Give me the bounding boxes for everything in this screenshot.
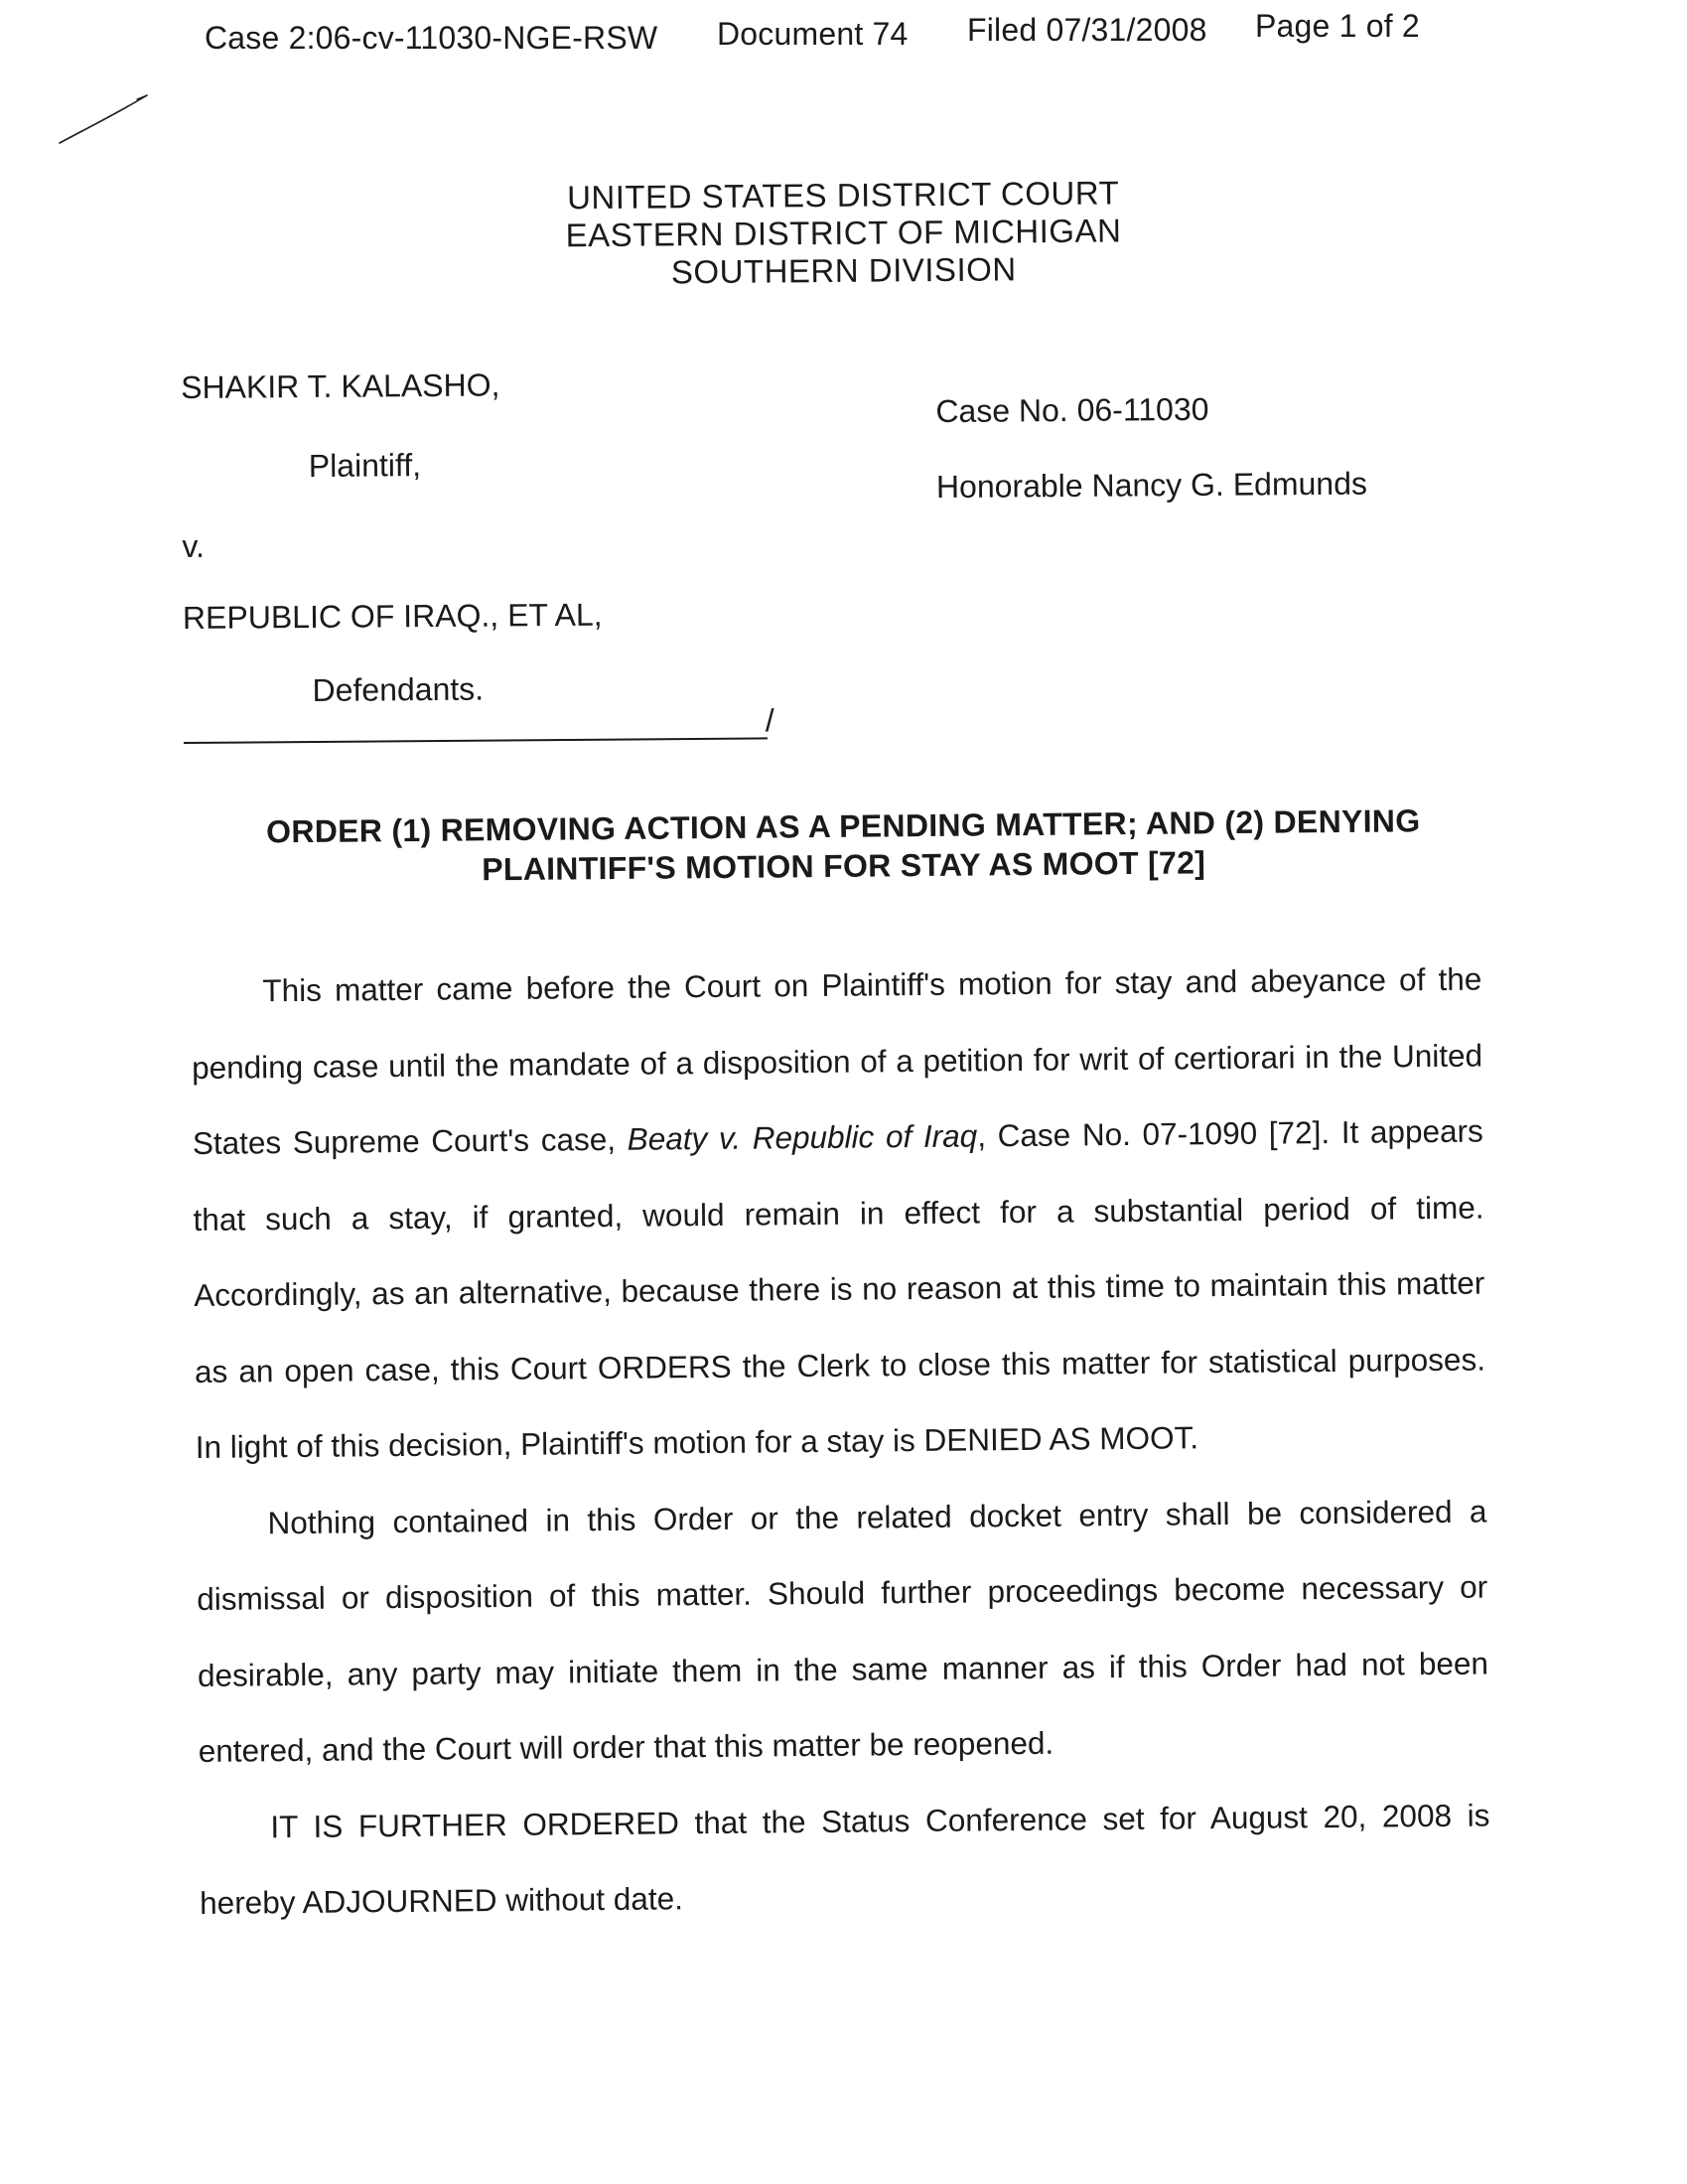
caption-slash: / xyxy=(765,702,774,739)
order-title xyxy=(0,799,1687,894)
filing-date: Filed 07/31/2008 xyxy=(967,12,1207,48)
paragraph-stay-motion-end: , Case No. 07-1090 [72]. It appears that such a stay, if granted, would remain in effect for a substantial period of time. Accordingly, as an alternative, because there is no reason at this time to maintain this matter as an open case, this Court ORDERS the Clerk to close this matter for statistical purposes. In light of this decision, Plaintiff's motion for a stay is DENIED AS MOOT. xyxy=(193,1112,1486,1465)
court-name: UNITED STATES DISTRICT COURT xyxy=(566,174,1120,217)
caption-rule xyxy=(184,737,768,744)
case-caption xyxy=(181,359,1534,757)
paragraph-stay-motion xyxy=(191,942,1486,1486)
paragraph-stay-motion-start: This matter came before the Court on Plaintiff's motion for stay and abeyance of the pending case until the mandate of a disposition of a petition for writ of certiorari in the United States Supreme Court's case, xyxy=(191,960,1483,1161)
paragraph-no-dismissal: Nothing contained in this Order or the related docket entry shall be considered a dismissal or disposition of this matter. Should further proceedings become necessary or desirable, any party may initiate them in the same manner as if this Order had not been entered, and the Court will order that this matter be reopened. xyxy=(197,1492,1489,1769)
judge-name: Honorable Nancy G. Edmunds xyxy=(935,465,1368,506)
pen-stroke-mark xyxy=(58,91,149,151)
order-title-line-2: PLAINTIFF'S MOTION FOR STAY AS MOOT [72] xyxy=(482,844,1206,888)
plaintiff-name: SHAKIR T. KALASHO, xyxy=(181,366,500,405)
cited-case-name: Beaty v. Republic of Iraq xyxy=(627,1117,978,1157)
order-title-line-1: ORDER (1) REMOVING ACTION AS A PENDING MATTER; AND (2) DENYING xyxy=(265,802,1421,850)
defendant-name: REPUBLIC OF IRAQ., ET AL, xyxy=(182,596,603,636)
plaintiff-role: Plaintiff, xyxy=(308,447,422,484)
court-division: SOUTHERN DIVISION xyxy=(670,250,1017,291)
case-number: Case No. 06-11030 xyxy=(935,390,1209,430)
defendant-role: Defendants. xyxy=(312,670,485,708)
court-district: EASTERN DISTRICT OF MICHIGAN xyxy=(565,212,1122,254)
order-body xyxy=(191,942,1490,1942)
paragraph-adjournment: IT IS FURTHER ORDERED that the Status Conference set for August 20, 2008 is hereby ADJOURNED without date. xyxy=(200,1796,1490,1921)
filing-document-number: Document 74 xyxy=(717,16,909,52)
court-heading xyxy=(0,169,1687,297)
filing-page-number: Page 1 of 2 xyxy=(1255,8,1420,44)
versus-label: v. xyxy=(182,527,206,564)
filing-case-number: Case 2:06-cv-11030-NGE-RSW xyxy=(205,20,658,56)
